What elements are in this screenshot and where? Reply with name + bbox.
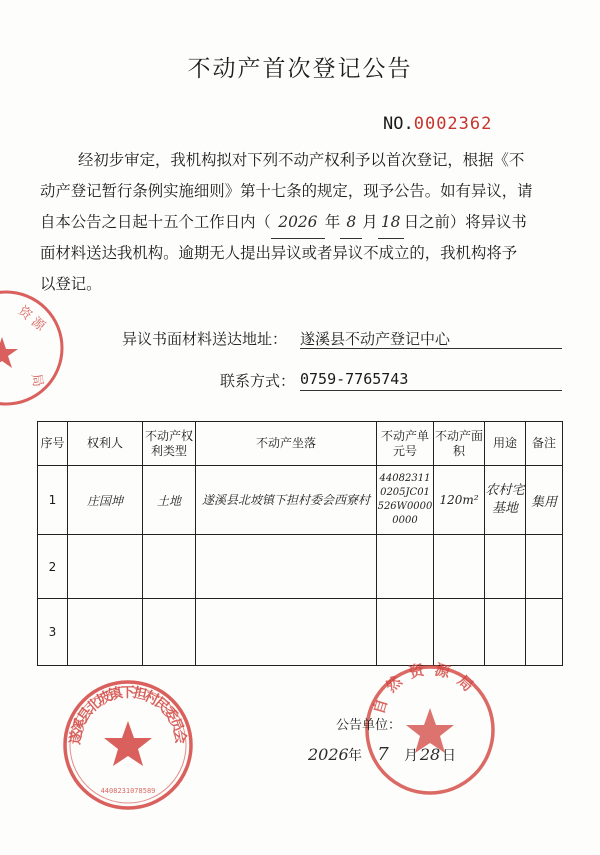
table-header-row — [38, 422, 563, 466]
issue-year: 2026 — [308, 745, 349, 764]
issue-month-unit: 月 — [404, 748, 418, 764]
svg-text:局: 局 — [28, 372, 46, 389]
cell-holder — [68, 535, 143, 599]
body-line-1: 经初步审定，我机构拟对下列不动产权利予以首次登记，根据《不 — [78, 151, 525, 169]
cell-use — [485, 535, 526, 599]
table-row — [38, 599, 563, 666]
issue-day: 28 — [419, 745, 441, 764]
issue-month: 7 — [377, 744, 389, 765]
cell-no: 1 — [38, 466, 68, 535]
svg-text:资 源: 资 源 — [14, 303, 48, 335]
cell-note — [526, 599, 563, 666]
cell-no: 3 — [38, 599, 68, 666]
left-seal-stamp — [0, 285, 80, 415]
deadline-month: 8 — [340, 207, 362, 239]
issue-date — [308, 744, 456, 765]
cell-area: 120m² — [434, 466, 485, 535]
svg-text:4408231078589: 4408231078589 — [100, 787, 156, 795]
table-row — [38, 535, 563, 599]
cell-location: 遂溪县北坡镇下担村委会西寮村 — [196, 466, 377, 535]
contact-label: 联系方式： — [220, 372, 296, 390]
svg-text:遂溪县北坡镇下担村民委员会: 遂溪县北坡镇下担村民委员会 — [67, 684, 189, 746]
cell-location — [196, 599, 377, 666]
cell-area — [434, 535, 485, 599]
header-unit: 不动产单元号 — [377, 422, 434, 466]
cell-unit — [377, 599, 434, 666]
cell-holder: 庄国坤 — [68, 466, 143, 535]
cell-use: 农村宅基地 — [485, 466, 526, 535]
serial-digits: 0002362 — [413, 114, 493, 134]
header-type: 不动产权利类型 — [143, 422, 196, 466]
issuer-label: 公告单位： — [336, 718, 402, 733]
cell-unit — [377, 535, 434, 599]
address-label: 异议书面材料送达地址： — [122, 330, 288, 348]
header-use: 用途 — [485, 422, 526, 466]
deadline-year-unit: 年 — [324, 213, 341, 231]
deadline-before: 自本公告之日起十五个工作日内（ — [40, 213, 271, 231]
deadline-month-unit: 月 — [362, 213, 378, 231]
cell-use — [485, 599, 526, 666]
cell-location — [196, 535, 377, 599]
page-title: 不动产首次登记公告 — [187, 56, 413, 82]
cell-no: 2 — [38, 535, 68, 599]
cell-area — [434, 599, 485, 666]
cell-type — [143, 599, 196, 666]
cell-note — [526, 535, 563, 599]
property-table — [37, 421, 563, 666]
cell-unit: 440823110205JC01526W00000000 — [377, 466, 434, 535]
deadline-line — [40, 207, 527, 239]
cell-type — [143, 535, 196, 599]
body-line-5: 以登记。 — [40, 275, 102, 293]
issue-day-unit: 日 — [442, 748, 456, 764]
svg-text:自然资源局: 自然资源局 — [369, 660, 477, 717]
village-committee-seal — [58, 675, 198, 815]
deadline-day: 18 — [378, 207, 404, 239]
address-value: 遂溪县不动产登记中心 — [300, 328, 562, 349]
deadline-after: 日之前）将异议书 — [403, 213, 527, 231]
body-line-4: 面材料送达我机构。逾期无人提出异议或者异议不成立的，我机构将予 — [40, 244, 518, 262]
table-row — [38, 466, 563, 535]
header-area: 不动产面积 — [434, 422, 485, 466]
body-line-2: 动产登记暂行条例实施细则》第十七条的规定，现予公告。如有异议，请 — [40, 182, 533, 200]
header-no: 序号 — [38, 422, 68, 466]
serial-number — [383, 114, 492, 134]
serial-prefix: NO. — [383, 114, 414, 134]
cell-type: 土地 — [143, 466, 196, 535]
issue-year-unit: 年 — [348, 748, 362, 764]
deadline-year: 2026 — [271, 207, 325, 239]
header-location: 不动产坐落 — [196, 422, 377, 466]
contact-value: 0759-7765743 — [300, 370, 562, 391]
header-note: 备注 — [526, 422, 563, 466]
header-holder: 权利人 — [68, 422, 143, 466]
cell-note: 集用 — [526, 466, 563, 535]
cell-holder — [68, 599, 143, 666]
